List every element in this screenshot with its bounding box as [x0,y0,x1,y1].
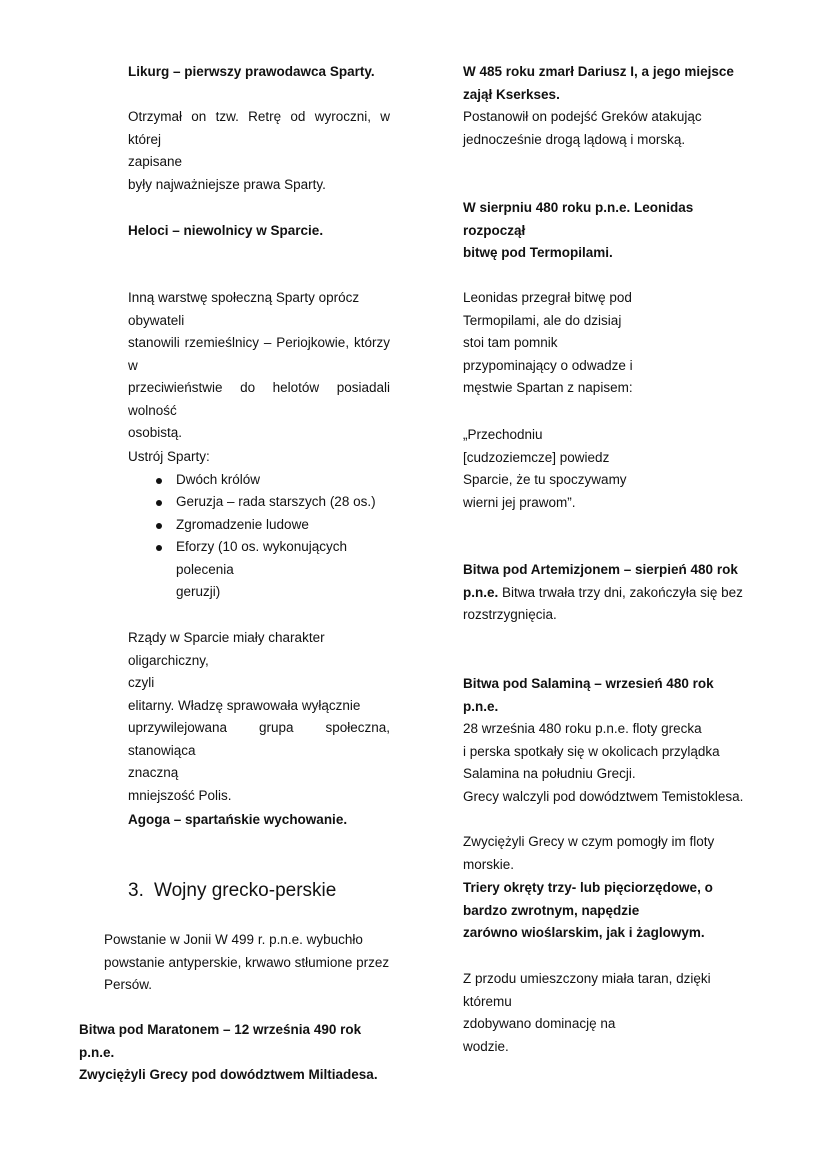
text-line: Zwyciężyli Grecy pod dowództwem Miltiadesa. [79,1067,378,1082]
text-line: elitarny. Władzę sprawowała wyłącznie [128,697,361,713]
text-line: wodzie. [463,1038,509,1054]
text-line: Inną warstwę społeczną Sparty oprócz [128,290,360,305]
ustroj-section [128,446,390,604]
ustroj-list [128,469,390,604]
text-line: bitwę pod Termopilami. [463,245,613,260]
text-line: i perska spotkały się w okolicach przylądka [463,743,720,759]
text-line: Persów. [104,977,153,992]
text-line: przeciwieństwie do helotów posiadali wolność [128,380,390,418]
list-item: Eforzy (10 os. wykonujących polecenia geruzji) [128,536,390,604]
text-line: Powstanie w Jonii W 499 r. p.n.e. wybuchło [104,932,363,947]
text-line: Postanowił on podejść Greków atakując [463,109,702,124]
text-line: Z przodu umieszczony miała taran, dzięki któremu [463,971,711,1009]
text-line: „Przechodniu [463,427,543,442]
dariusz-heading [463,61,749,106]
text-line: Heloci – niewolnicy w Sparcie. [128,223,324,238]
artemizjon-paragraph [463,559,749,627]
text-line: były najważniejsze prawa Sparty. [128,176,326,192]
taran-paragraph [463,968,749,1058]
text-line: Zwyciężyli Grecy w czym pomogły im floty morskie. [463,834,715,872]
text-line: obywateli [128,312,185,328]
powstanie-paragraph [104,929,390,997]
maraton-paragraph [79,1019,399,1087]
text-line: wierni jej prawom”. [463,494,576,510]
section-title: Wojny grecko-perskie [154,880,337,901]
text-line: stoi tam pomnik [463,335,558,350]
retra-paragraph [128,106,390,196]
text-line: Likurg – pierwszy prawodawca Sparty. [128,64,375,79]
bullet-icon [156,500,162,506]
rzady-paragraph [128,627,390,807]
text-line: [cudzoziemcze] powiedz [463,449,610,465]
text-line: zapisane [128,154,183,169]
text-line: czyli [128,675,155,690]
text-line: zajął Kserkses. [463,86,560,102]
postanowil-paragraph [463,106,749,151]
likurg-heading [128,61,390,84]
text-line: Salamina na południu Grecji. [463,766,636,781]
text-line: Bitwa pod Salaminą – wrzesień 480 rok p.n.e. [463,676,714,714]
ustroj-title: Ustrój Sparty: [128,449,210,464]
text-line: rozstrzygnięcia. [463,607,557,622]
agoga-heading [128,809,390,832]
leonidas-paragraph [463,287,749,400]
list-item: Dwóch królów [128,469,390,492]
text-line: Bitwa pod Artemizjonem – sierpień 480 rok [463,562,738,577]
text-line: Leonidas przegrał bitwę pod [463,290,632,305]
text-line: Otrzymał on tzw. Retrę od wyroczni, w której [128,109,390,147]
text-line: Termopilami, ale do dzisiaj [463,312,622,328]
zwyciezyli-paragraph [463,831,749,876]
warstwa-paragraph [128,287,390,445]
text-line: Sparcie, że tu spoczywamy [463,472,627,487]
salamina-heading [463,673,749,718]
text-line: Triery okręty trzy- lub pięciorzędowe, o [463,880,713,895]
text-line: zarówno wioślarskim, jak i żaglowym. [463,925,705,940]
text-line: jednocześnie drogą lądową i morską. [463,131,686,147]
list-item: Geruzja – rada starszych (28 os.) [128,491,390,514]
termopile-heading [463,197,749,265]
heloci-heading [128,220,390,243]
text-line: W 485 roku zmarł Dariusz I, a jego miejsce [463,64,734,79]
przechodniu-quote [463,424,749,514]
text-line: Bitwa pod Maratonem – 12 września 490 rok p.n.e. [79,1022,362,1060]
text-line: Agoga – spartańskie wychowanie. [128,812,348,827]
text-line: bardzo zwrotnym, napędzie [463,902,640,918]
text-line: stanowili rzemieślnicy – Periojkowie, którzy w [128,335,390,373]
text-line: Rządy w Sparcie miały charakter oligarchiczny, [128,630,325,668]
bullet-icon [156,523,162,529]
text-line: przypominający o odwadze i [463,357,633,373]
text-line: Grecy walczyli pod dowództwem Temistoklesa. [463,788,744,804]
bullet-icon [156,545,162,551]
salamina-paragraph [463,718,749,808]
text-line: W sierpniu 480 roku p.n.e. Leonidas rozpoczął [463,200,694,238]
text-line: powstanie antyperskie, krwawo stłumione przez [104,954,390,970]
triery-paragraph [463,877,749,945]
text-line: osobistą. [128,425,183,440]
section-heading [128,878,336,904]
section-number: 3. [128,880,144,901]
text-line: 28 września 480 roku p.n.e. floty grecka [463,721,702,736]
text-line: mniejszość Polis. [128,787,232,803]
text-line: p.n.e. Bitwa trwała trzy dni, zakończyła się bez [463,584,743,600]
text-line: męstwie Spartan z napisem: [463,380,633,395]
list-item: Zgromadzenie ludowe [128,514,390,537]
text-line: znaczną [128,765,179,780]
bullet-icon [156,478,162,484]
text-line: zdobywano dominację na [463,1016,616,1031]
text-line: uprzywilejowana grupa społeczna, stanowiąca [128,720,390,758]
